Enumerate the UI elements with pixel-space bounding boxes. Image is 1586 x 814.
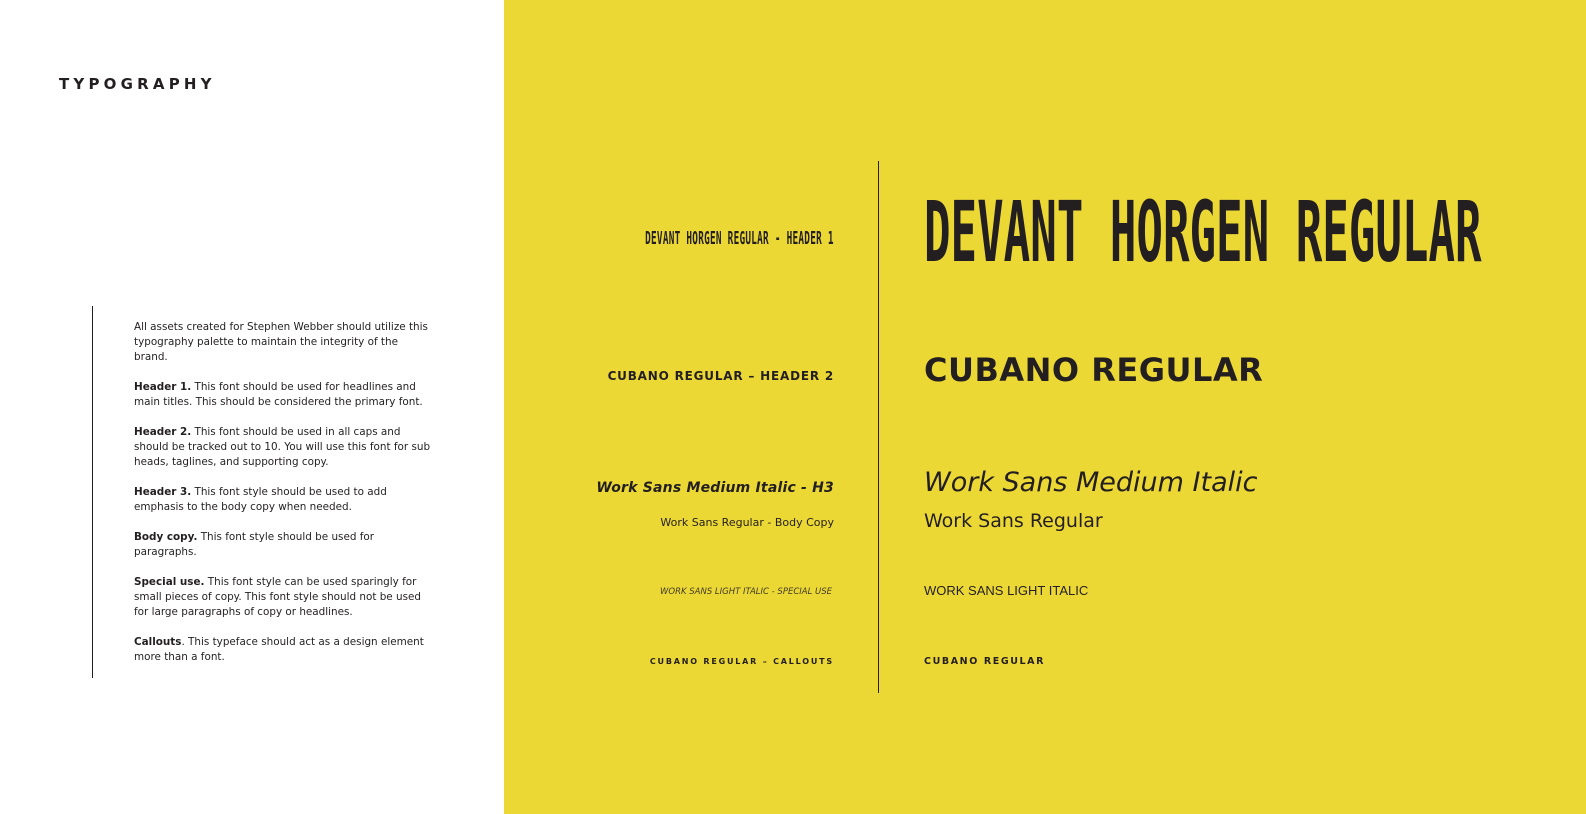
guideline-term: Callouts xyxy=(134,636,182,648)
guideline-callouts xyxy=(134,635,434,665)
specimen-panel xyxy=(504,0,1586,814)
specimen-cubano-header: CUBANO REGULAR xyxy=(924,351,1264,389)
guideline-text: This font style should be used to add emphasis to the body copy when needed. xyxy=(134,486,387,513)
guideline-header-2 xyxy=(134,425,434,470)
guideline-text: This font should be used in all caps and should be tracked out to 10. You will use this font for sub heads, taglines, and supporting copy. xyxy=(134,426,431,468)
guidelines-divider xyxy=(92,306,93,678)
guideline-term: Special use. xyxy=(134,576,205,588)
guideline-term: Header 3. xyxy=(134,486,192,498)
guideline-header-3 xyxy=(134,485,434,515)
specimen-label-header-1: DEVANT HORGEN REGULAR - HEADER 1 xyxy=(645,228,834,249)
specimen-cubano-callouts: CUBANO REGULAR xyxy=(924,656,1046,667)
typography-guidelines xyxy=(134,320,434,680)
specimen-label-callouts: CUBANO REGULAR – CALLOUTS xyxy=(649,657,834,666)
specimen-divider xyxy=(878,161,879,693)
specimen-label-body-copy: Work Sans Regular - Body Copy xyxy=(660,516,834,529)
specimen-label-special-use: WORK SANS LIGHT ITALIC - SPECIAL USE xyxy=(659,587,832,597)
guideline-term: Header 1. xyxy=(134,381,192,393)
guideline-text: This font style should be used for paragraphs. xyxy=(134,531,375,558)
guideline-text: This font should be used for headlines and main titles. This should be considered the primary font. xyxy=(134,381,423,408)
guideline-header-1 xyxy=(134,380,434,410)
guideline-body-copy xyxy=(134,530,434,560)
specimen-label-h3: Work Sans Medium Italic - H3 xyxy=(596,480,834,496)
guidelines-intro: All assets created for Stephen Webber should utilize this typography palette to maintain the integrity of the brand. xyxy=(134,321,428,363)
guideline-term: Header 2. xyxy=(134,426,192,438)
specimen-work-sans-regular: Work Sans Regular xyxy=(924,510,1103,532)
page-title: TYPOGRAPHY xyxy=(59,75,216,93)
specimen-label-header-2: CUBANO REGULAR – HEADER 2 xyxy=(607,369,834,383)
guideline-term: Body copy. xyxy=(134,531,198,543)
left-panel xyxy=(0,0,504,814)
guideline-special-use xyxy=(134,575,434,620)
specimen-work-sans-light-italic: WORK SANS LIGHT ITALIC xyxy=(924,583,1089,598)
specimen-devant-horgen: DEVANT HORGEN REGULAR xyxy=(924,183,1482,281)
specimen-work-sans-medium-italic: Work Sans Medium Italic xyxy=(924,467,1258,498)
guideline-text: This font style can be used sparingly for small pieces of copy. This font style should not be used for large paragraphs of copy or headlines. xyxy=(134,576,421,618)
guideline-text: . This typeface should act as a design element more than a font. xyxy=(134,636,424,663)
